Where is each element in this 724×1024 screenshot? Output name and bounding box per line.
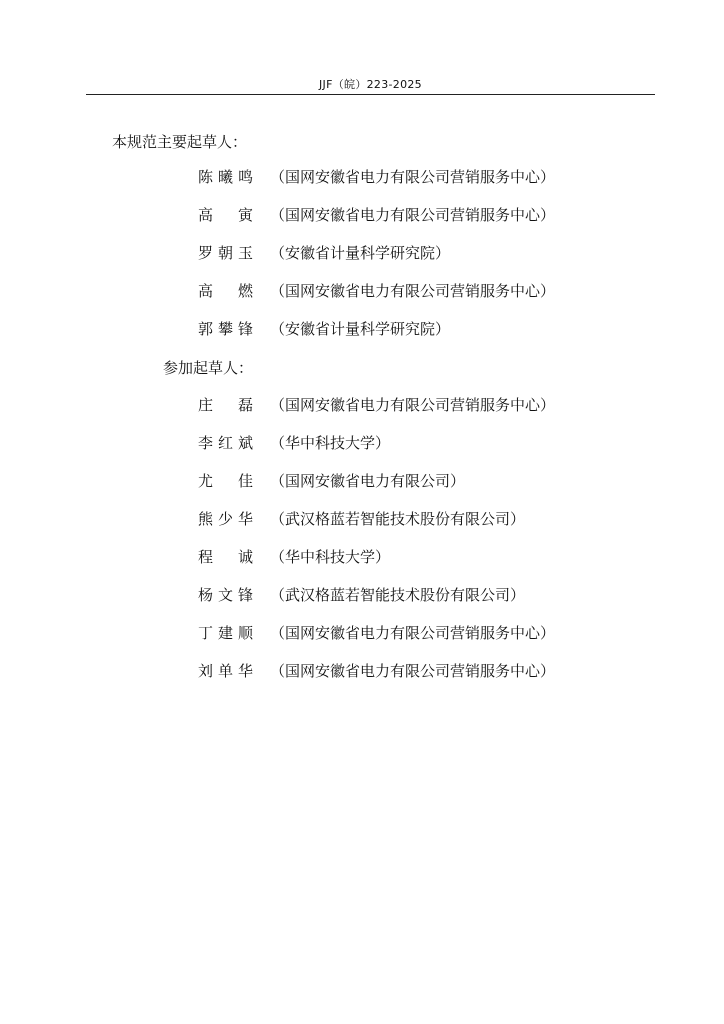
drafter-name: 刘单华 [198,662,253,680]
drafter-organization: （国网安徽省电力有限公司营销服务中心） [270,206,556,224]
drafter-organization: （国网安徽省电力有限公司营销服务中心） [270,662,556,680]
drafter-organization: （国网安徽省电力有限公司营销服务中心） [270,168,556,186]
drafter-name: 李红斌 [198,434,253,452]
drafter-name: 郭攀锋 [198,320,253,338]
drafter-name: 尤 佳 [198,472,253,490]
drafter-name: 罗朝玉 [198,244,253,262]
drafter-organization: （安徽省计量科学研究院） [270,244,451,262]
main-drafters-title: 本规范主要起草人： [112,133,248,151]
drafter-name: 杨文锋 [198,586,253,604]
drafter-organization: （华中科技大学） [270,548,391,566]
drafter-name: 高 寅 [198,206,253,224]
participating-drafters-title: 参加起草人： [163,359,254,377]
drafter-organization: （国网安徽省电力有限公司） [270,472,466,490]
drafter-name: 庄 磊 [198,396,253,414]
drafter-organization: （武汉格蓝若智能技术股份有限公司） [270,586,526,604]
drafter-organization: （国网安徽省电力有限公司营销服务中心） [270,396,556,414]
drafter-name: 丁建顺 [198,624,253,642]
drafter-organization: （武汉格蓝若智能技术股份有限公司） [270,510,526,528]
drafter-organization: （国网安徽省电力有限公司营销服务中心） [270,282,556,300]
drafter-name: 熊少华 [198,510,253,528]
drafter-organization: （华中科技大学） [270,434,391,452]
header-divider [86,94,655,95]
document-code-header: JJF（皖）223-2025 [319,78,422,91]
drafter-name: 程 诚 [198,548,253,566]
drafter-name: 高 燃 [198,282,253,300]
drafter-organization: （国网安徽省电力有限公司营销服务中心） [270,624,556,642]
drafter-organization: （安徽省计量科学研究院） [270,320,451,338]
drafter-name: 陈曦鸣 [198,168,253,186]
